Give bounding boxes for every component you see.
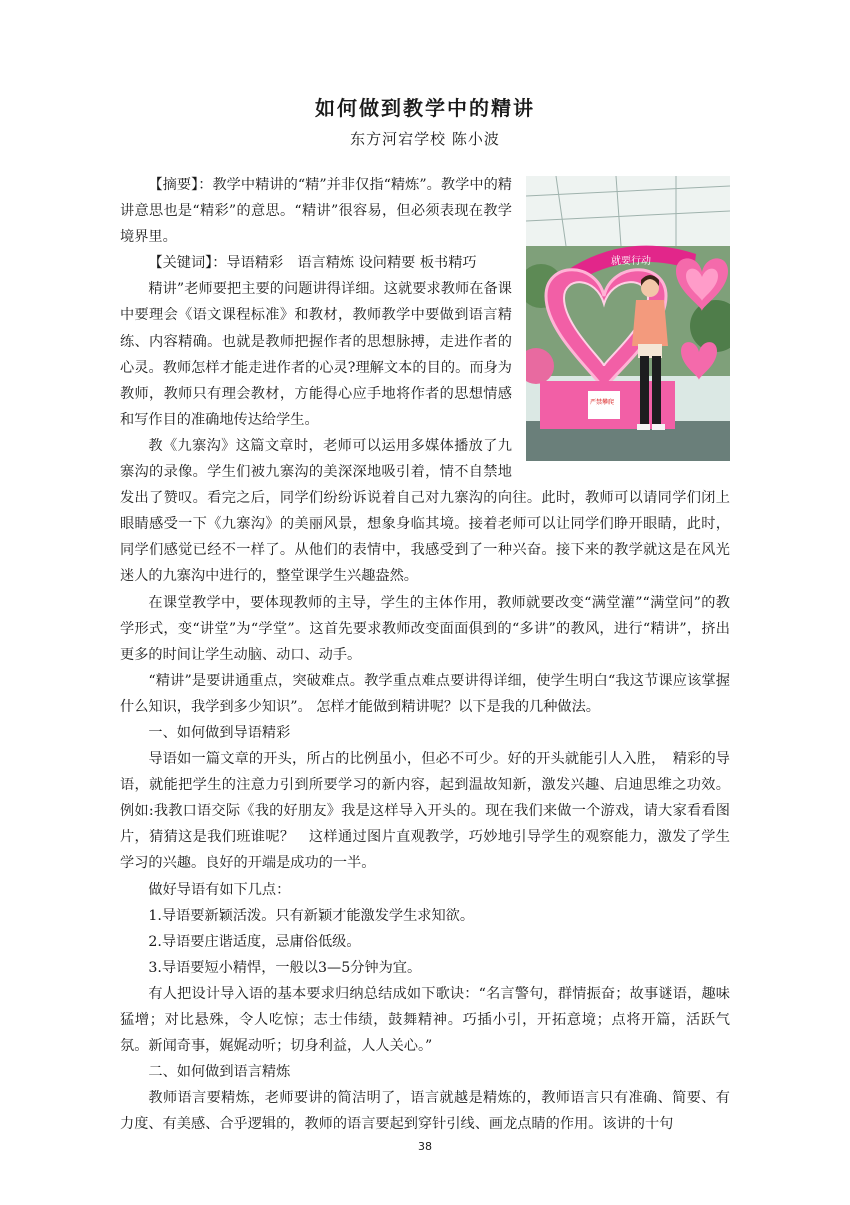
author-line: 东方河宕学校 陈小波 [350,130,500,148]
photo-sign-text: 就要行动 [611,256,651,267]
paragraph-body: “精讲”是要讲通重点，突破难点。教学重点难点要讲得详细，使学生明白“我这节课应该掌握什么知识，我学到多少知识”。 怎样才能做到精讲呢？以下是我的几种做法。 [120,672,730,715]
photo-illustration [526,176,730,461]
author-photo [526,176,730,461]
article-title: 如何做到教学中的精讲 [315,96,535,120]
list-item: 2.导语要庄谐适度，忌庸俗低级。 [148,933,361,950]
paragraph-body: 教师语言要精炼，老师要讲的简洁明了，语言就越是精炼的，教师语言只有准确、简要、有力度、有美感、合乎逻辑的，教师的语言要起到穿针引线、画龙点睛的作用。该讲的十句 [120,1090,730,1133]
section-heading: 二、如何做到语言精炼 [148,1064,291,1081]
list-item: 1.导语要新颖活泼。只有新颖才能激发学生求知欲。 [148,907,475,924]
paragraph-keywords: 【关键词】：导语精彩 语言精炼 设问精要 板书精巧 [148,255,477,272]
paragraph-abstract: 【摘要】：教学中精讲的“精”并非仅指“精炼”。教学中的精讲意思也是“精彩”的意思。“精讲”很容易，但必须表现在教学境界里。 [120,177,512,246]
paragraph-body: 做好导语有如下几点： [148,881,291,898]
paragraph-body: 有人把设计导入语的基本要求归纳总结成如下歌诀：“名言警句，群情振奋；故事谜语，趣味猛增；对比悬殊，令人吃惊；志士伟绩，鼓舞精神。巧插小引，开拓意境；点将开篇，活跃气氛。新闻奇事，娓娓动听；切身利益，人人关心。” [120,985,730,1055]
article-body [120,172,730,1137]
paragraph-body: 在课堂教学中，要体现教师的主导，学生的主体作用，教师就要改变“满堂灌”“满堂问”的教学形式，变“讲堂”为“学堂”。这首先要求教师改变面面俱到的“多讲”的教风，进行“精讲”，挤出更多的时间让学生动脑、动口、动手。 [120,594,730,663]
section-heading: 一、如何做到导语精彩 [148,724,291,741]
photo-board-text: 严禁攀爬 [590,399,615,406]
list-item: 3.导语要短小精悍，一般以3—5分钟为宜。 [148,959,422,976]
paragraph-body: 精讲”老师要把主要的问题讲得详细。这就要求教师在备课中要理会《语文课程标准》和教材，教师教学中要做到语言精练、内容精确。也就是教师把握作者的思想脉搏，走进作者的心灵。教师怎样才能走进作者的心灵?理解文本的目的。而身为教师，教师只有理会教材，方能得心应手地将作者的思想情感和写作目的准确地传达给学生。 [120,281,512,428]
paragraph-body: 导语如一篇文章的开头，所占的比例虽小，但必不可少。好的开头就能引人入胜， 精彩的导语，就能把学生的注意力引到所要学习的新内容，起到温故知新，激发兴趣、启迪思维之功效。例如:我教口语交际《我的好朋友》我是这样导入开头的。现在我们来做一个游戏，请大家看看图片，猜猜这是我们班谁呢？ 这样通过图片直观教学，巧妙地引导学生的观察能力，激发了学生学习的兴趣。良好的开端是成功的一半。 [120,751,730,872]
page-number: 38 [418,1140,432,1153]
paragraph-body: 教《九寨沟》这篇文章时，老师可以运用多媒体播放了九寨沟的录像。学生们被九寨沟的美深深地吸引着，情不自禁地发出了赞叹。看完之后，同学们纷纷诉说着自己对九寨沟的向往。此时，教师可以请同学们闭上眼睛感受一下《九寨沟》的美丽风景，想象身临其境。接着老师可以让同学们睁开眼睛，此时，同学们感觉已经不一样了。从他们的表情中，我感受到了一种兴奋。接下来的教学就这是在风光迷人的九寨沟中进行的，整堂课学生兴趣盎然。 [120,437,730,585]
